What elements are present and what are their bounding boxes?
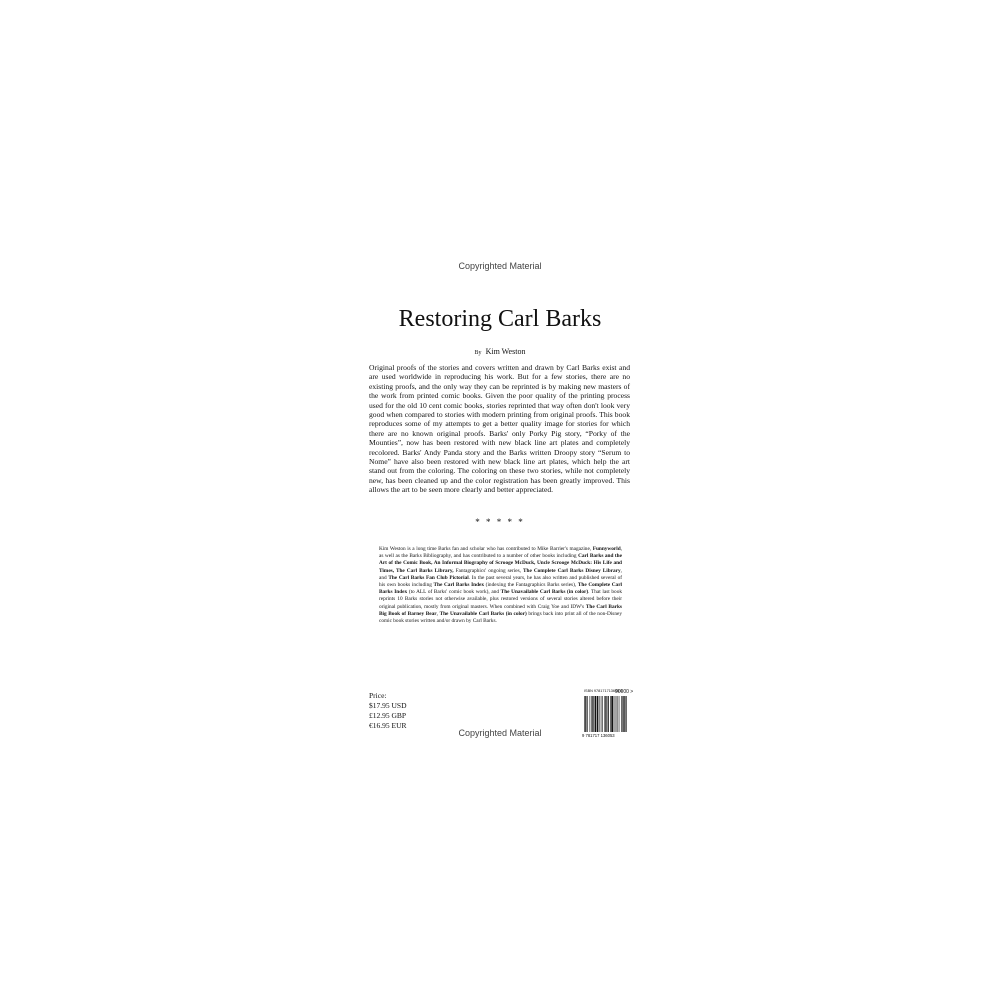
barcode-bar	[599, 696, 600, 732]
barcode-bar	[626, 696, 627, 732]
bio-text-run: (to ALL of Barks' comic book work), and	[407, 589, 501, 596]
bio-text-run: . That last book reprints 10 Barks stories not otherwise available, plus restored versions of several stories altered before their original publication, mostly from original masters. When combined with Craig Yoe and IDW's	[379, 589, 623, 610]
price-usd: $17.95 USD	[369, 701, 407, 710]
barcode-bar	[616, 696, 617, 732]
price-label: Price:	[369, 691, 387, 700]
bio-title-emphasis: The Carl Barks Index	[433, 582, 485, 589]
bio-title-emphasis: The Unavailable Carl Barks (in color)	[439, 610, 527, 617]
byline-prefix: By	[474, 350, 482, 356]
bio-text-run: (indexing the Fantagraphics Barks series),	[484, 582, 578, 589]
byline	[0, 347, 1000, 356]
barcode-bar	[611, 696, 613, 732]
bio-title-emphasis: Carl Barks and the Art of the Comic Book, An Informal Biography of Scrooge McDuck, Uncle Scrooge McDuck: His Life and Times, The Carl Barks Library,	[379, 553, 622, 574]
barcode-bar	[597, 696, 598, 732]
author-name: Kim Weston	[485, 347, 526, 356]
barcode-bar	[610, 696, 611, 732]
author-bio	[379, 546, 622, 625]
price-eur: €16.95 EUR	[369, 721, 407, 730]
bio-text-run: . In the past several years, he has also written and published several of his own books including	[379, 574, 622, 589]
barcode-bar	[617, 696, 618, 732]
bio-title-emphasis: Funnyworld	[592, 546, 621, 552]
barcode-bar	[591, 696, 592, 732]
bio-text-run: Kim Weston is a long time Barks fan and scholar who has contributed to Mike Barrier's magazine,	[379, 546, 593, 552]
price-gbp: £12.95 GBP	[369, 711, 407, 720]
barcode-bar	[614, 696, 615, 732]
bio-text-run: brings back into print all of the non-Disney comic book stories written and/or drawn by Carl Barks.	[379, 610, 623, 625]
barcode-bar	[624, 696, 625, 732]
barcode-bar	[604, 696, 605, 732]
barcode-bar	[622, 696, 623, 732]
barcode-bar	[595, 696, 597, 732]
bio-title-emphasis: The Complete Carl Barks Index	[379, 582, 623, 596]
copyright-watermark-top: Copyrighted Material	[458, 261, 542, 271]
barcode-bar	[602, 696, 603, 732]
isbn-label: ISBN 978171713605 5	[584, 689, 623, 693]
barcode-bar	[587, 696, 588, 732]
bio-title-emphasis: The Carl Barks Fan Club Pictorial	[388, 574, 469, 581]
barcode-bar	[585, 696, 586, 732]
book-description: Original proofs of the stories and covers written and drawn by Carl Barks exist and are used worldwide in reproducing his work. But for a few stories, there are no existing proofs, and the only way they can be reprinted is by making new masters of the work from printed comic books. Given the poor quality of the printing process used for the old 10 cent comic books, stories reprinted that way often don't look very good when compared to stories with modern printing from original proofs. This book reproduces some of my attempts to get a better quality image for stories for which there are no known original proofs. Barks' only Porky Pig story, “Porky of the Mounties”, now has been restored with new black line art plates and completely recolored. Barks' Andy Panda story and the Barks written Droopy story “Serum to Nome” have also been restored with new black line art plates, which help the art stand out from the coloring. The coloring on these two stories, while not completely new, has been cleaned up and the color registration has been greatly improved. This allows the art to be seen more clearly and better appreciated.	[369, 363, 630, 495]
barcode-bar	[590, 696, 591, 732]
section-separator: * * * * *	[475, 517, 525, 527]
book-title: Restoring Carl Barks	[398, 306, 602, 332]
bio-text-run: , and	[379, 567, 622, 581]
barcode-digits: 9 781717 136053	[582, 733, 615, 738]
bio-text-run: Fantagraphics' ongoing series,	[453, 567, 523, 574]
bio-text-run: , as well as the Barks Bibliography, and has contributed to a number of other books including	[379, 546, 622, 560]
bio-title-emphasis: The Complete Carl Barks Disney Library	[523, 567, 621, 574]
copyright-watermark-bottom: Copyrighted Material	[458, 728, 542, 738]
barcode-bar	[584, 696, 585, 732]
bio-text-run: ,	[436, 610, 440, 617]
bio-title-emphasis: The Carl Barks Big Book of Barney Bear	[379, 603, 622, 617]
barcode-bar	[601, 696, 602, 732]
barcode-bar	[593, 696, 594, 732]
barcode-price-code: 90000 >	[615, 689, 634, 695]
barcode-bar	[619, 696, 620, 732]
barcode-bar	[621, 696, 622, 732]
bio-title-emphasis: The Unavailable Carl Barks (in color)	[500, 589, 589, 596]
price-block	[369, 691, 407, 731]
barcode-bar	[608, 696, 609, 732]
barcode-bar	[606, 696, 607, 732]
